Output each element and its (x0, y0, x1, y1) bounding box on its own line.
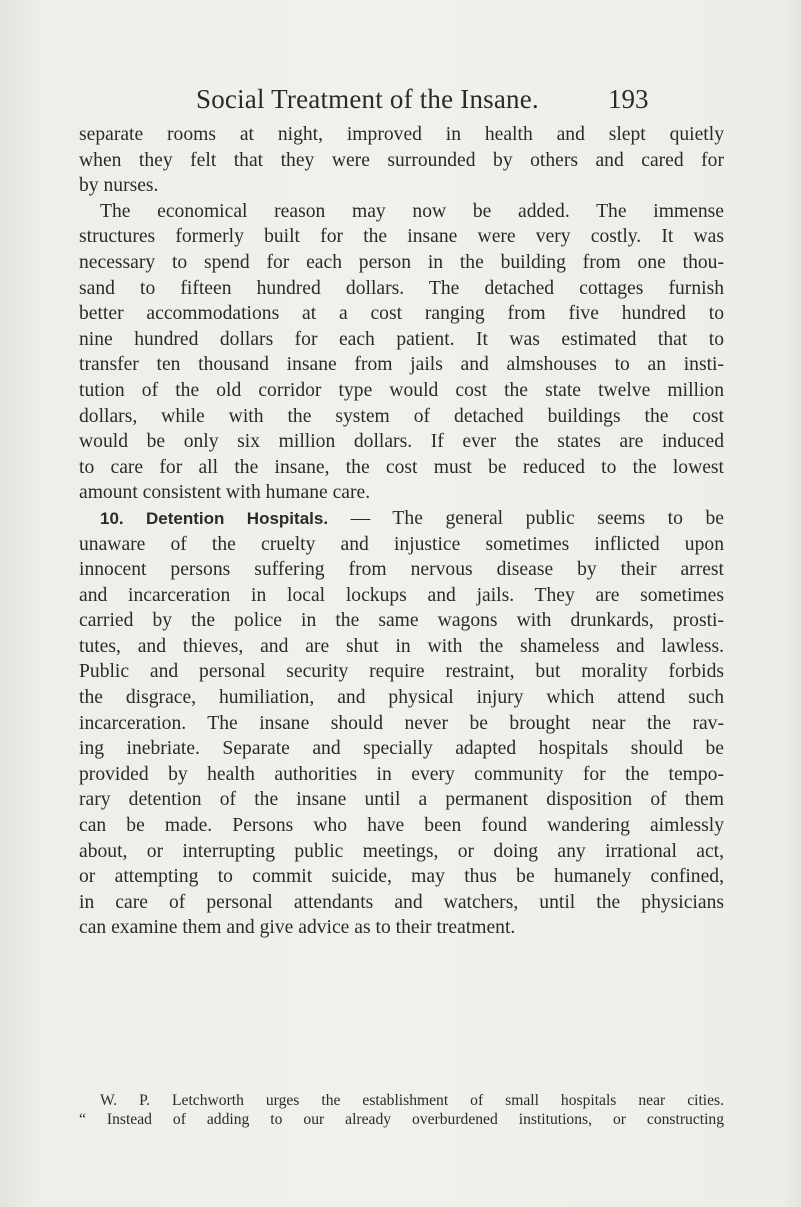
footnote (79, 1091, 724, 1129)
text-line: rary detention of the insane until a permanent disposition of them (79, 789, 724, 811)
text-line: amount consistent with humane care. (79, 482, 371, 504)
text-line: or attempting to commit suicide, may thus be humanely confined, (79, 866, 724, 888)
text-line: can be made. Persons who have been found wandering aimlessly (79, 815, 724, 837)
text-line: tutes, and thieves, and are shut in with the shameless and lawless. (79, 635, 724, 657)
page-number: 193 (608, 84, 649, 114)
body-text (79, 122, 724, 941)
text-line: Public and personal security require restraint, but morality forbids (79, 661, 724, 683)
text-line: The economical reason may now be added. The immense (100, 200, 724, 222)
text-line: by nurses. (79, 175, 159, 197)
section-heading-line (79, 506, 724, 532)
text-line: the disgrace, humiliation, and physical injury which attend such (79, 687, 724, 709)
text-line: transfer ten thousand insane from jails and almshouses to an insti- (79, 354, 724, 376)
text-line: structures formerly built for the insane were very costly. It was (79, 226, 724, 248)
footnote-line: W. P. Letchworth urges the establishment of small hospitals near cities. (100, 1092, 724, 1109)
text-line: nine hundred dollars for each patient. It was estimated that to (79, 328, 724, 350)
text-line: to care for all the insane, the cost must be reduced to the lowest (79, 456, 724, 478)
text-line: in care of personal attendants and watchers, until the physicians (79, 891, 724, 913)
text-line: unaware of the cruelty and injustice sometimes inflicted upon (79, 533, 724, 555)
text-line: necessary to spend for each person in the building from one thou- (79, 251, 724, 273)
text-line: provided by health authorities in every community for the tempo- (79, 763, 724, 785)
text-line: separate rooms at night, improved in health and slept quietly (79, 124, 724, 145)
text-line: carried by the police in the same wagons with drunkards, prosti- (79, 610, 724, 632)
page-header (0, 84, 801, 124)
section-heading: 10. Detention Hospitals. (100, 508, 329, 528)
text-line: and incarceration in local lockups and jails. They are sometimes (79, 584, 724, 606)
running-head: Social Treatment of the Insane. (196, 84, 539, 114)
text-line: innocent persons suffering from nervous disease by their arrest (79, 559, 724, 581)
footnote-line: “ Instead of adding to our already overburdened institutions, or constructing (79, 1111, 724, 1128)
text-line: dollars, while with the system of detached buildings the cost (79, 405, 724, 427)
text-line: about, or interrupting public meetings, or doing any irrational act, (79, 840, 724, 862)
section-heading-rest: — The general public seems to be (328, 507, 724, 529)
text-line: better accommodations at a cost ranging from five hundred to (79, 303, 724, 325)
text-line: incarceration. The insane should never be brought near the rav- (79, 712, 724, 734)
text-line: ing inebriate. Separate and specially adapted hospitals should be (79, 738, 724, 760)
text-line: when they felt that they were surrounded by others and cared for (79, 149, 724, 171)
text-line: tution of the old corridor type would cost the state twelve million (79, 379, 724, 401)
text-line: would be only six million dollars. If ever the states are induced (79, 431, 724, 453)
text-line: can examine them and give advice as to their treatment. (79, 917, 516, 939)
text-line: sand to fifteen hundred dollars. The detached cottages furnish (79, 277, 724, 299)
